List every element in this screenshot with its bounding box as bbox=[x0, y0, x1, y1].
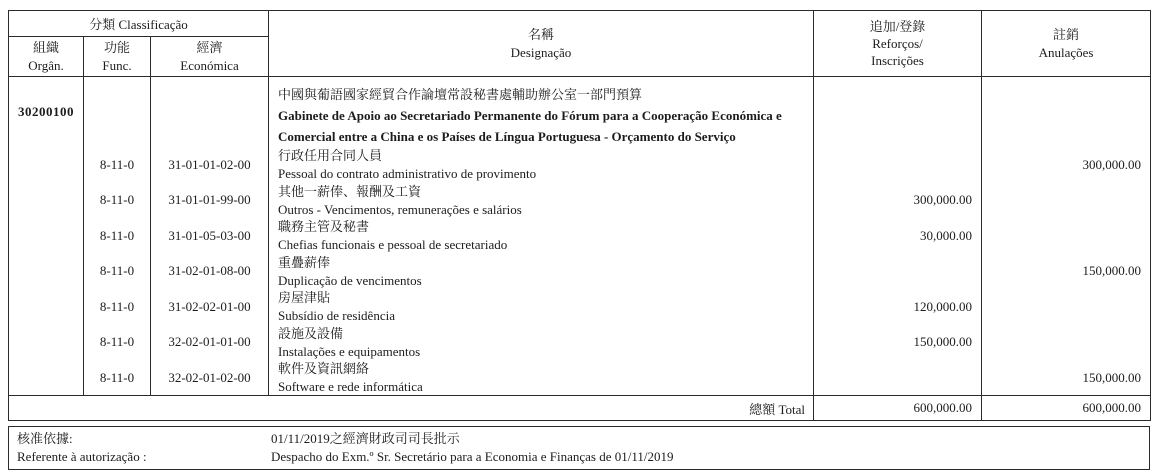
anulacoes-amount bbox=[982, 218, 1151, 254]
func-header-zh: 功能 bbox=[103, 39, 130, 55]
func-code: 8-11-0 bbox=[84, 183, 151, 219]
authorization-value-zh: 01/11/2019之經濟財政司司長批示 bbox=[271, 431, 460, 446]
designation-header-pt: Designação bbox=[510, 44, 572, 60]
budget-item-row bbox=[9, 183, 1151, 219]
item-name-cell bbox=[269, 289, 814, 325]
anulacoes-header-zh: 註銷 bbox=[1052, 26, 1079, 42]
anulacoes-header bbox=[982, 11, 1151, 77]
organ-cell bbox=[9, 325, 84, 361]
authorization-footer bbox=[8, 426, 1150, 470]
anulacoes-amount bbox=[982, 325, 1151, 361]
authorization-labels bbox=[9, 427, 271, 469]
item-name-pt: Subsídio de residência bbox=[278, 308, 395, 324]
reforcos-header bbox=[814, 11, 982, 77]
item-name-cell bbox=[269, 325, 814, 361]
budget-item-row bbox=[9, 325, 1151, 361]
budget-item-row bbox=[9, 218, 1151, 254]
item-name-cell bbox=[269, 147, 814, 183]
authorization-values bbox=[271, 427, 1149, 469]
econ-code: 31-02-01-08-00 bbox=[151, 254, 269, 290]
budget-item-row bbox=[9, 289, 1151, 325]
organ-header-pt: Orgân. bbox=[28, 57, 64, 73]
budget-table bbox=[8, 10, 1151, 421]
designation-header-zh: 名稱 bbox=[527, 26, 554, 42]
anulacoes-amount: 150,000.00 bbox=[982, 360, 1151, 396]
department-title-pt-line1: Gabinete de Apoio ao Secretariado Permanente do Fórum para a Cooperação Económica e bbox=[278, 108, 782, 123]
item-name-zh: 重疊薪俸 bbox=[278, 254, 331, 270]
title-reforcos-empty bbox=[814, 77, 982, 148]
reforcos-amount bbox=[814, 254, 982, 290]
authorization-value-pt: Despacho do Exm.º Sr. Secretário para a Economia e Finanças de 01/11/2019 bbox=[271, 449, 674, 464]
organ-header-zh: 組織 bbox=[32, 39, 59, 55]
item-name-pt: Instalações e equipamentos bbox=[278, 343, 421, 359]
item-name-zh: 設施及設備 bbox=[278, 325, 344, 341]
item-name-zh: 其他一薪俸、報酬及工資 bbox=[278, 183, 422, 199]
econ-code: 31-01-01-99-00 bbox=[151, 183, 269, 219]
budget-item-row bbox=[9, 254, 1151, 290]
reforcos-amount bbox=[814, 360, 982, 396]
anulacoes-amount: 150,000.00 bbox=[982, 254, 1151, 290]
budget-item-row bbox=[9, 147, 1151, 183]
total-reforcos: 600,000.00 bbox=[814, 396, 982, 421]
budget-item-row bbox=[9, 360, 1151, 396]
func-code: 8-11-0 bbox=[84, 218, 151, 254]
organ-header bbox=[9, 37, 84, 77]
item-name-cell bbox=[269, 360, 814, 396]
department-title-pt-line2: Comercial entre a China e os Países de Língua Portuguesa - Orçamento do Serviço bbox=[278, 129, 736, 144]
item-name-pt: Outros - Vencimentos, remunerações e salários bbox=[278, 201, 522, 217]
reforcos-amount: 30,000.00 bbox=[814, 218, 982, 254]
designation-header bbox=[269, 11, 814, 77]
econ-code: 32-02-01-01-00 bbox=[151, 325, 269, 361]
item-name-zh: 軟件及資訊網絡 bbox=[278, 361, 370, 376]
econ-code: 31-01-05-03-00 bbox=[151, 218, 269, 254]
econ-code-empty bbox=[151, 77, 269, 148]
func-header-pt: Func. bbox=[102, 57, 132, 73]
econ-header bbox=[151, 37, 269, 77]
item-name-zh: 房屋津貼 bbox=[278, 290, 331, 306]
organ-cell bbox=[9, 218, 84, 254]
reforcos-header-pt2: Inscrições bbox=[871, 53, 924, 68]
func-code: 8-11-0 bbox=[84, 360, 151, 396]
item-name-cell bbox=[269, 183, 814, 219]
item-name-pt: Software e rede informática bbox=[278, 379, 423, 394]
item-name-pt: Duplicação de vencimentos bbox=[278, 272, 422, 288]
econ-code: 31-02-02-01-00 bbox=[151, 289, 269, 325]
econ-code: 32-02-01-02-00 bbox=[151, 360, 269, 396]
total-anulacoes: 600,000.00 bbox=[982, 396, 1151, 421]
item-name-pt: Chefias funcionais e pessoal de secretariado bbox=[278, 237, 508, 253]
title-anulacoes-empty bbox=[982, 77, 1151, 148]
department-title-row bbox=[9, 77, 1151, 148]
item-name-zh: 職務主管及秘書 bbox=[278, 219, 370, 235]
anulacoes-amount bbox=[982, 183, 1151, 219]
organ-cell bbox=[9, 254, 84, 290]
func-code: 8-11-0 bbox=[84, 147, 151, 183]
econ-header-pt: Económica bbox=[180, 57, 239, 73]
reforcos-amount bbox=[814, 147, 982, 183]
classification-header: 分類 Classificação bbox=[9, 11, 269, 37]
func-header bbox=[84, 37, 151, 77]
func-code: 8-11-0 bbox=[84, 325, 151, 361]
item-name-cell bbox=[269, 254, 814, 290]
econ-header-zh: 經濟 bbox=[196, 39, 223, 55]
total-label: 總額 Total bbox=[9, 396, 814, 421]
func-code: 8-11-0 bbox=[84, 289, 151, 325]
org-code: 30200100 bbox=[9, 77, 84, 148]
item-name-pt: Pessoal do contrato administrativo de provimento bbox=[278, 166, 537, 182]
func-code: 8-11-0 bbox=[84, 254, 151, 290]
func-code-empty bbox=[84, 77, 151, 148]
reforcos-header-zh: 追加/登錄 bbox=[869, 19, 926, 34]
department-title-cell bbox=[269, 77, 814, 148]
organ-cell bbox=[9, 183, 84, 219]
anulacoes-amount bbox=[982, 289, 1151, 325]
reforcos-header-pt1: Reforços/ bbox=[872, 36, 923, 51]
reforcos-amount: 300,000.00 bbox=[814, 183, 982, 219]
econ-code: 31-01-01-02-00 bbox=[151, 147, 269, 183]
total-row bbox=[9, 396, 1151, 421]
reforcos-amount: 120,000.00 bbox=[814, 289, 982, 325]
department-title-zh: 中國與葡語國家經貿合作論壇常設秘書處輔助辦公室一部門預算 bbox=[278, 87, 643, 102]
organ-cell bbox=[9, 147, 84, 183]
organ-cell bbox=[9, 289, 84, 325]
authorization-label-pt: Referente à autorização : bbox=[17, 449, 147, 464]
authorization-label-zh: 核准依據: bbox=[17, 431, 73, 446]
item-name-zh: 行政任用合同人員 bbox=[278, 148, 383, 164]
item-name-cell bbox=[269, 218, 814, 254]
anulacoes-header-pt: Anulações bbox=[1038, 44, 1094, 60]
organ-cell bbox=[9, 360, 84, 396]
anulacoes-amount: 300,000.00 bbox=[982, 147, 1151, 183]
reforcos-amount: 150,000.00 bbox=[814, 325, 982, 361]
